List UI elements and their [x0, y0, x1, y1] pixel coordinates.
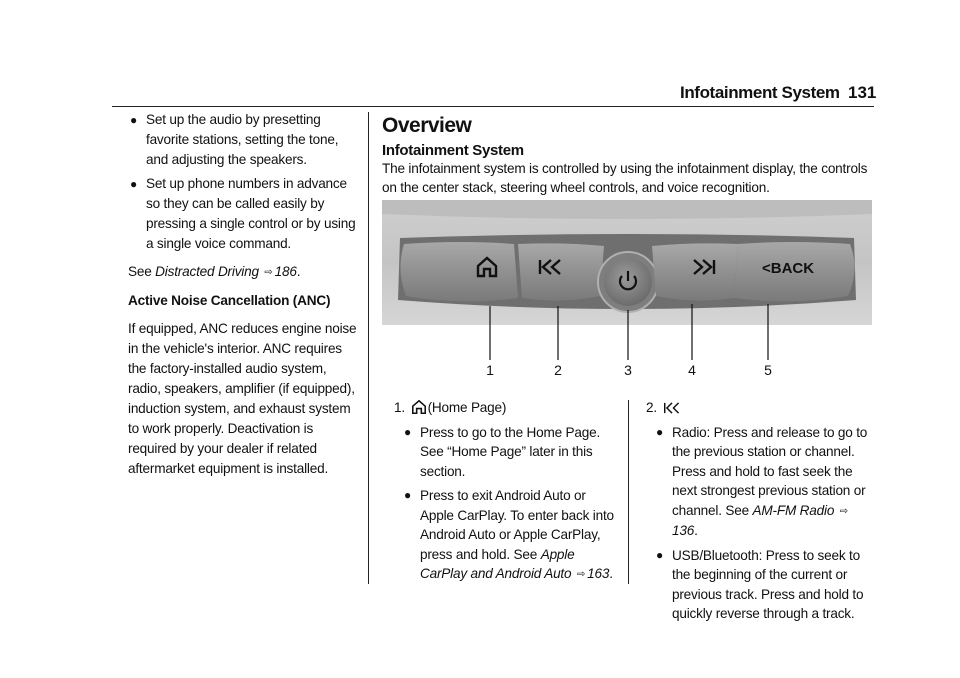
bullet-text: Press to go to the Home Page. See “Home Page” later in this section.: [420, 424, 601, 479]
see-prefix: See: [128, 264, 156, 279]
carplay-link[interactable]: Apple CarPlay and Android Auto: [420, 546, 575, 581]
left-column: [128, 110, 360, 479]
anc-text: If equipped, ANC reduces engine noise in the vehicle's interior. ANC requires the factory-installed audio system, radio, speakers, amplifier (if equipped), induction system, and exhaust system to work properly. Deactivation is required by your dealer if related aftermarket equipment is installed.: [128, 321, 357, 476]
bullet-text: Radio: Press and release to go to the previous station or channel. Press and hold to fast seek the next strongest previous station or channel. See: [672, 424, 868, 518]
power-volume-knob[interactable]: [604, 258, 652, 306]
page-number: 131: [848, 83, 877, 102]
callout-4: 4: [688, 362, 696, 378]
page-reference-icon: ⇨: [264, 267, 273, 278]
am-fm-page[interactable]: 136: [672, 523, 695, 538]
list-item: [646, 423, 870, 541]
bullet-icon: ●: [404, 424, 412, 439]
callout-2: 2: [554, 362, 562, 378]
list-item: [646, 546, 870, 624]
suffix: .: [609, 566, 613, 581]
bullet-icon: ●: [130, 177, 138, 191]
home-icon: [412, 400, 426, 414]
item-1: [394, 398, 622, 585]
bullet-icon: ●: [130, 113, 138, 127]
bullet-icon: ●: [656, 547, 664, 562]
page-reference-icon: ⇨: [839, 505, 848, 517]
see-page[interactable]: 186: [274, 264, 297, 279]
see-reference: [128, 262, 360, 283]
bullet-text: Set up the audio by presetting favorite stations, setting the tone, and adjusting the speakers.: [146, 112, 339, 167]
item-2-heading: [646, 398, 870, 418]
item-label: (Home Page): [427, 400, 507, 415]
item-number: 1.: [394, 400, 405, 415]
control-panel-illustration: [382, 200, 872, 378]
column-divider: [368, 112, 369, 584]
bullet-text: USB/Bluetooth: Press to seek to the beginning of the current or previous track. Press and hold to quickly reverse through a track.: [672, 547, 864, 621]
carplay-page[interactable]: 163: [587, 566, 610, 581]
distracted-driving-link[interactable]: Distracted Driving: [155, 264, 259, 279]
see-suffix: .: [296, 264, 301, 279]
header-rule: [112, 106, 874, 107]
am-fm-link[interactable]: AM-FM Radio: [752, 502, 835, 518]
item-1-heading: [394, 398, 622, 418]
list-item: [394, 423, 622, 482]
running-header-section: Infotainment System: [680, 83, 840, 102]
list-item: [128, 110, 360, 170]
column-divider: [628, 400, 629, 584]
bullet-icon: ●: [404, 488, 412, 502]
bullet-text: Press to exit Android Auto or Apple CarPlay. To enter back into Android Auto or Apple CarPlay, press and hold. See: [420, 488, 614, 562]
callout-1: 1: [486, 362, 494, 378]
callout-5: 5: [764, 362, 772, 378]
infotainment-subtitle: Infotainment System: [382, 142, 524, 159]
item-number: 2.: [646, 400, 657, 415]
item-2: [646, 398, 870, 624]
list-item: [128, 174, 360, 254]
previous-track-icon: [664, 402, 680, 414]
suffix: .: [694, 523, 698, 538]
anc-heading: Active Noise Cancellation (ANC): [128, 293, 331, 308]
previous-button[interactable]: [518, 243, 604, 300]
overview-title: Overview: [382, 114, 472, 137]
back-label: <BACK: [762, 260, 815, 277]
home-button[interactable]: [400, 242, 518, 302]
callout-3: 3: [624, 362, 632, 378]
bullet-icon: ●: [656, 424, 664, 439]
list-item: [394, 486, 622, 585]
page-reference-icon: ⇨: [576, 569, 586, 580]
bullet-text: Set up phone numbers in advance so they can be called easily by pressing a single control or by using a single voice command.: [146, 176, 356, 251]
infotainment-intro: The infotainment system is controlled by using the infotainment display, the controls on the center stack, steering wheel controls, and voice recognition.: [382, 161, 868, 195]
